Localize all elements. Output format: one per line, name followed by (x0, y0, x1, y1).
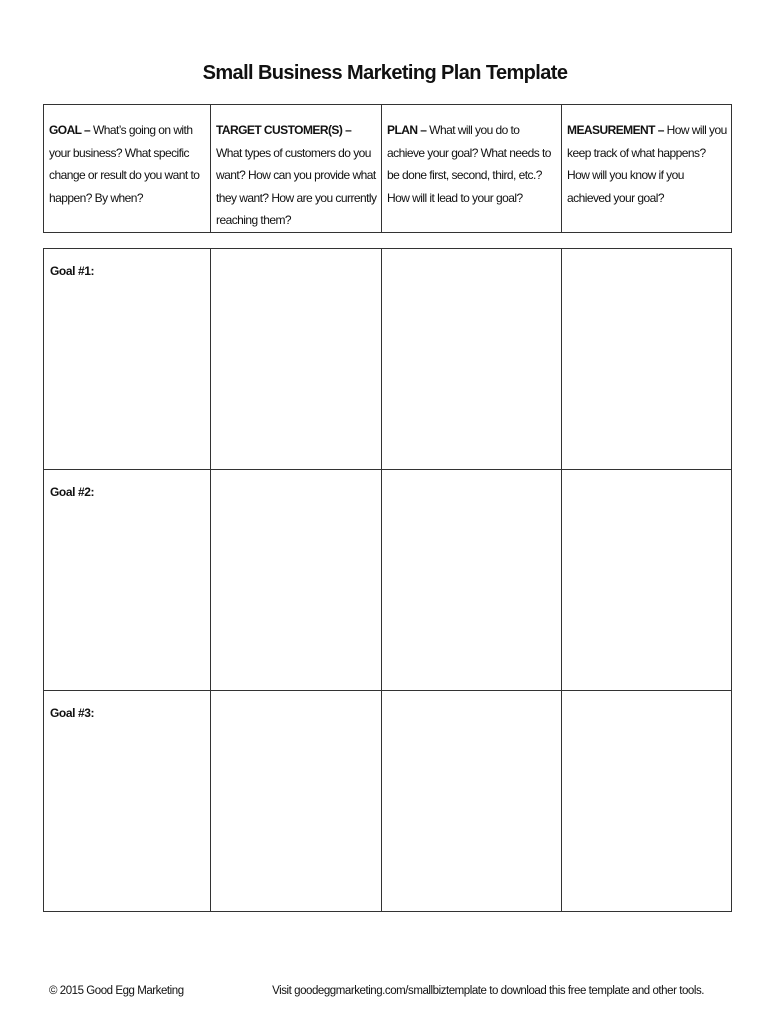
header-title-target-customers: TARGET CUSTOMER(S) (216, 123, 343, 137)
footer-visit-link[interactable]: Visit goodeggmarketing.com/smallbiztemplate to download this free template and other tools. (272, 985, 704, 997)
goal-row-1 (44, 249, 732, 470)
goal-3-target-customers-cell[interactable] (211, 691, 382, 912)
goal-row-3 (44, 691, 732, 912)
footer-copyright: © 2015 Good Egg Marketing (49, 985, 184, 997)
header-title-measurement: MEASUREMENT (567, 123, 655, 137)
goal-label: Goal #1: (44, 249, 211, 470)
header-text-plan: What will you do to achieve your goal? What needs to be done first, second, third, etc.? How will it lead to your goal? (387, 123, 551, 205)
header-row (44, 105, 732, 233)
goal-2-plan-cell[interactable] (382, 470, 562, 691)
goal-1-measurement-cell[interactable] (562, 249, 732, 470)
page-title: Small Business Marketing Plan Template (202, 62, 568, 84)
header-dash: – (417, 123, 430, 137)
header-title-goal: GOAL (49, 123, 82, 137)
header-title-plan: PLAN (387, 123, 418, 137)
goal-2-target-customers-cell[interactable] (211, 470, 382, 691)
header-cell-target-customers (211, 105, 382, 233)
goal-table (43, 248, 732, 912)
goal-3-measurement-cell[interactable] (562, 691, 732, 912)
header-cell-goal (44, 105, 211, 233)
goal-1-target-customers-cell[interactable] (211, 249, 382, 470)
header-cell-plan (382, 105, 562, 233)
goal-1-plan-cell[interactable] (382, 249, 562, 470)
header-dash: – (654, 123, 667, 137)
header-dash: – (342, 123, 352, 137)
header-text-goal: What’s going on with your business? What specific change or result do you want to happen? By when? (49, 123, 200, 205)
header-dash: – (81, 123, 93, 137)
goal-2-measurement-cell[interactable] (562, 470, 732, 691)
header-cell-measurement (562, 105, 732, 233)
goal-row-2 (44, 470, 732, 691)
goal-label: Goal #2: (44, 470, 211, 691)
header-text-measurement: How will you keep track of what happens? How will you know if you achieved your goal? (567, 123, 727, 205)
header-table (43, 104, 732, 233)
goal-3-plan-cell[interactable] (382, 691, 562, 912)
header-text-target-customers: What types of customers do you want? How can you provide what they want? How are you currently reaching them? (216, 145, 377, 227)
goal-label: Goal #3: (44, 691, 211, 912)
